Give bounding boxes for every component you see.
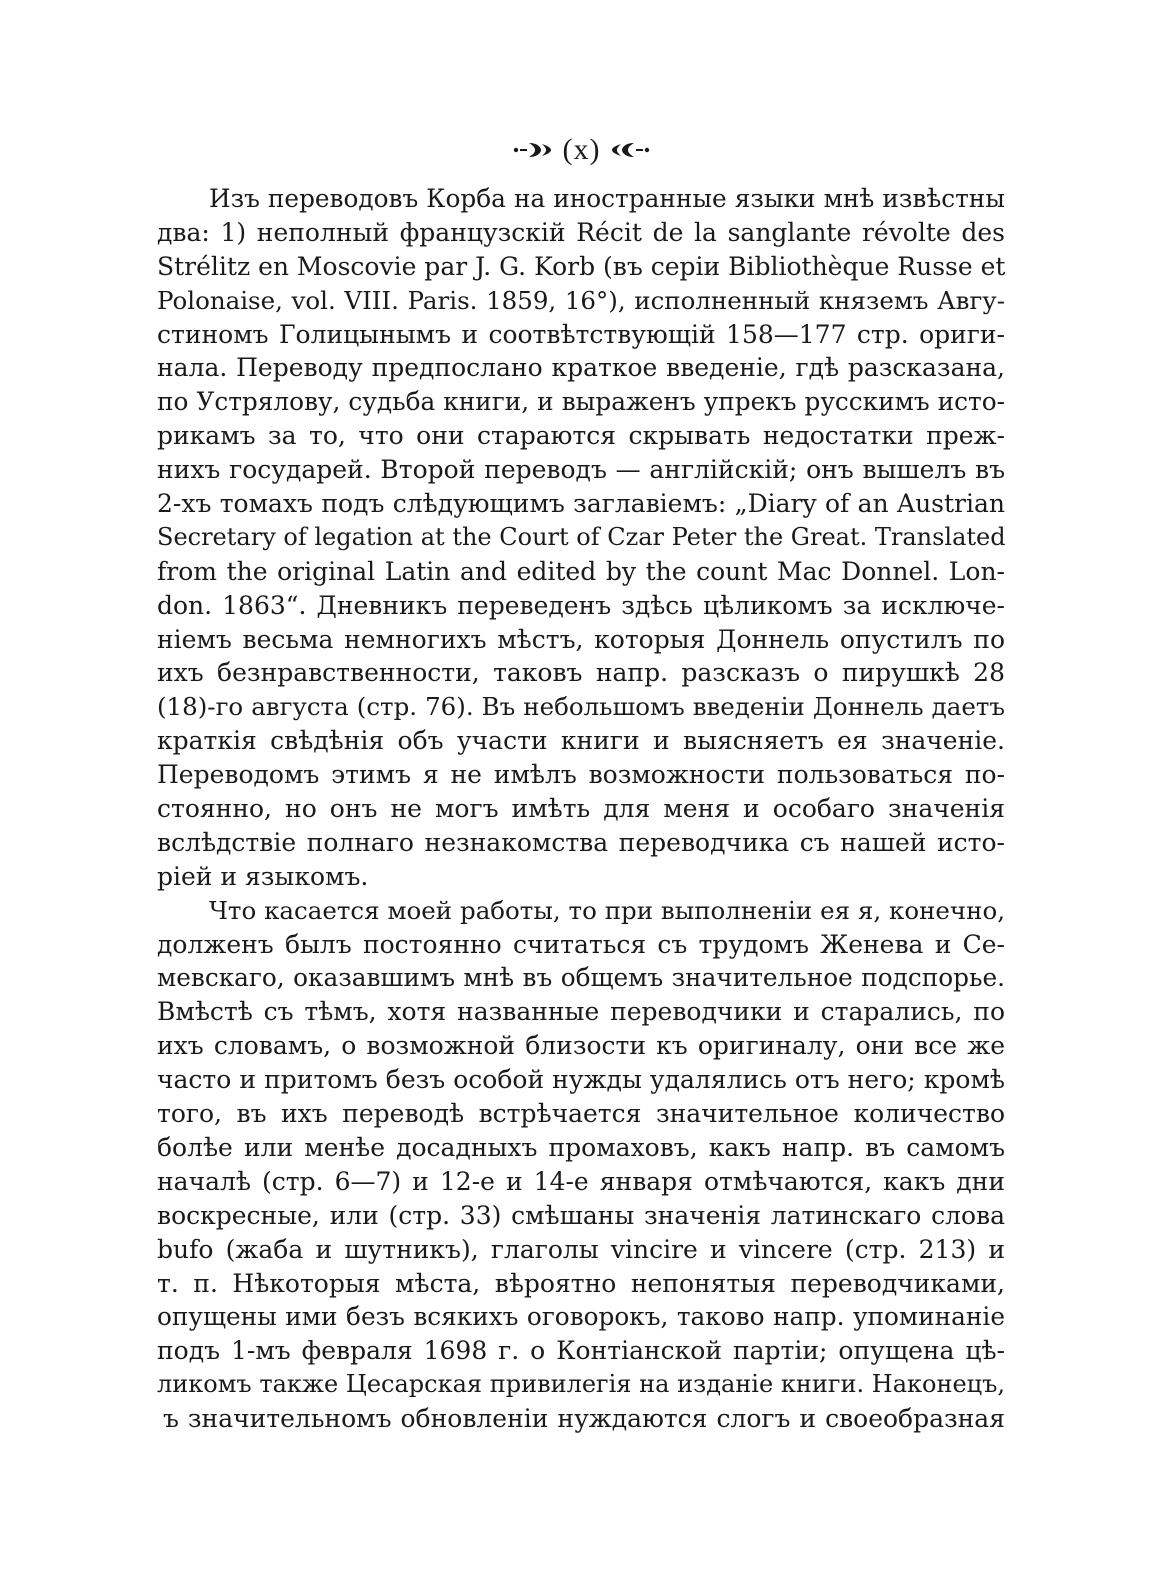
text-line: ріей и языкомъ. <box>157 861 369 891</box>
text-line: подъ 1-мъ февраля 1698 г. о Контіанской партіи; опущена цѣ- <box>157 1336 1005 1366</box>
paragraph-2 <box>157 894 1005 1436</box>
text-line: (18)-го августа (стр. 76). Въ небольшомъ введеніи Доннель даетъ <box>157 692 1005 722</box>
text-line: началѣ (стр. 6—7) и 12-е и 14-е января отмѣчаются, какъ дни <box>157 1166 1005 1196</box>
text-line: два: 1) неполный французскій Récit de la sanglante révolte des <box>157 217 1005 247</box>
text-line: Polonaise, vol. VIII. Paris. 1859, 16°), исполненный княземъ Авгу- <box>157 285 1005 315</box>
text-line: рикамъ за то, что они стараются скрывать недостатки преж- <box>157 421 1005 451</box>
paragraph-1 <box>157 182 1005 894</box>
text-line: ніемъ весьма немногихъ мѣстъ, которыя Доннель опустилъ по <box>157 624 1005 654</box>
text-line: т. п. Нѣкоторыя мѣста, вѣроятно непонятыя переводчиками, <box>157 1268 1005 1298</box>
text-line: Strélitz en Moscovie par J. G. Korb (въ серіи Bibliothèque Russe et <box>157 251 1006 281</box>
text-line: ликомъ также Цесарская привилегія на изданіе книги. Наконецъ, <box>157 1370 1005 1399</box>
text-line: bufo (жаба и шутникъ), глаголы vincire и vincere (стр. 213) и <box>157 1234 1005 1264</box>
text-line: воскресные, или (стр. 33) смѣшаны значенія латинскаго слова <box>157 1200 1005 1230</box>
text-line: Вмѣстѣ съ тѣмъ, хотя названные переводчики и старались, по <box>157 997 1005 1027</box>
fleuron-left-icon <box>511 138 555 162</box>
text-line: ъ значительномъ обновленіи нуждаются слогъ и своеобразная <box>163 1404 1005 1434</box>
text-line: стоянно, но онъ не могъ имѣть для меня и особаго значенія <box>157 794 1005 824</box>
text-line: ихъ словамъ, о возможной близости къ оригиналу, они все же <box>157 1031 1005 1061</box>
text-line: краткія свѣдѣнія объ участи книги и выясняетъ ея значеніе. <box>157 726 1005 756</box>
text-line: того, въ ихъ переводѣ встрѣчается значительное количество <box>157 1099 1005 1129</box>
text-line: Что касается моей работы, то при выполненіи ея я, конечно, <box>209 895 1005 925</box>
text-line: from the original Latin and edited by the count Mac Donnel. Lon- <box>157 556 1005 586</box>
page-number: (x) <box>562 133 601 166</box>
text-line: don. 1863“. Дневникъ переведенъ здѣсь цѣликомъ за исключе- <box>157 590 1005 620</box>
text-line: Secretary of legation at the Court of Czar Peter the Great. Translated <box>157 522 1006 551</box>
text-line: стиномъ Голицынымъ и соотвѣтствующій 158—177 стр. ориги- <box>157 319 1005 349</box>
text-line: по Устрялову, судьба книги, и выраженъ упрекъ русскимъ исто- <box>157 387 1005 417</box>
text-line: опущены ими безъ всякихъ оговорокъ, таково напр. упоминаніе <box>157 1302 1005 1332</box>
text-line: мевскаго, оказавшимъ мнѣ въ общемъ значительное подспорье. <box>157 963 1005 993</box>
text-line: нала. Переводу предпослано краткое введеніе, гдѣ разсказана, <box>157 353 1005 383</box>
text-line: Переводомъ этимъ я не имѣлъ возможности пользоваться по- <box>157 760 1005 790</box>
text-line: Изъ переводовъ Корба на иностранные языки мнѣ извѣстны <box>209 184 1005 213</box>
text-line: часто и притомъ безъ особой нужды удалялись отъ него; кромѣ <box>157 1065 1005 1095</box>
text-line: ихъ безнравственности, таковъ напр. разсказъ о пирушкѣ 28 <box>157 658 1005 688</box>
text-line: долженъ былъ постоянно считаться съ трудомъ Женева и Се- <box>157 929 1005 959</box>
text-line: нихъ государей. Второй переводъ — англійскій; онъ вышелъ въ <box>157 455 1005 485</box>
text-line: болѣе или менѣе досадныхъ промаховъ, какъ напр. въ самомъ <box>157 1132 1005 1162</box>
fleuron-right-icon <box>608 138 652 162</box>
page-header <box>0 130 1163 170</box>
text-line: 2-хъ томахъ подъ слѣдующимъ заглавіемъ: „Diary of an Austrian <box>157 489 1005 519</box>
text-line: вслѣдствіе полнаго незнакомства переводчика съ нашей исто- <box>157 827 1005 857</box>
body-text <box>157 182 1005 1436</box>
